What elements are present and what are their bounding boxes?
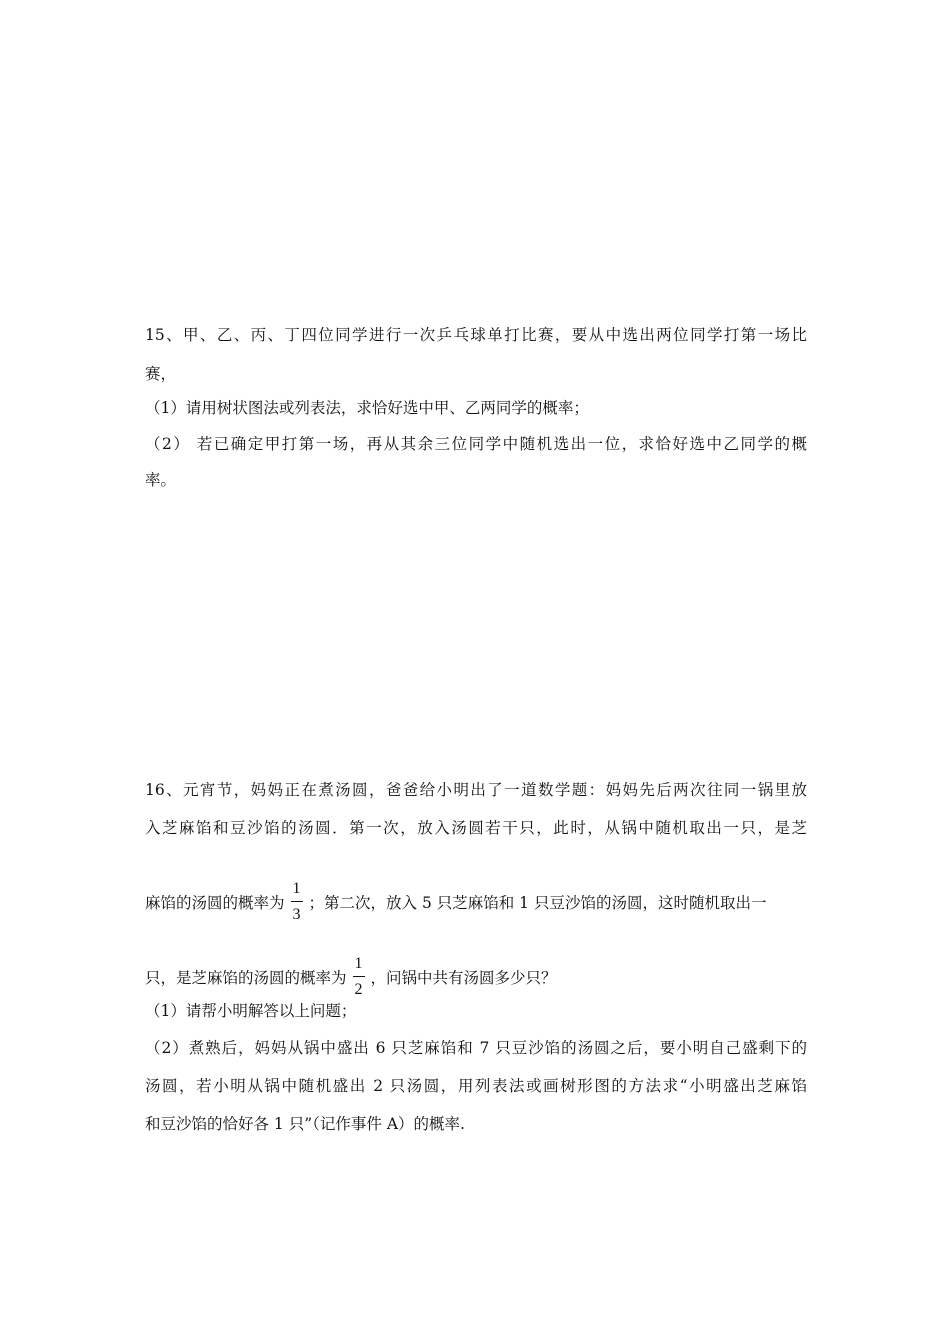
fraction-denominator: 2 (354, 981, 363, 998)
q16-line-4-text-after: ，问锅中共有汤圆多少只？ (370, 969, 557, 987)
q16-stem-line-4 (145, 956, 807, 1002)
q16-stem-line-2: 入芝麻馅和豆沙馅的汤圆．第一次，放入汤圆若干只，此时，从锅中随机取出一只，是芝 (145, 819, 807, 837)
fraction-one-third (291, 879, 303, 925)
q16-part-2-line-1: （2）煮熟后，妈妈从锅中盛出 6 只芝麻馅和 7 只豆沙馅的汤圆之后，要小明自己盛剩下的 (145, 1039, 807, 1057)
q16-part-1: （1）请帮小明解答以上问题； (145, 1002, 357, 1020)
q15-part-2-line-1: （2） 若已确定甲打第一场，再从其余三位同学中随机选出一位，求恰好选中乙同学的概 (145, 435, 807, 453)
q16-line-3-text-before: 麻馅的汤圆的概率为 (145, 894, 285, 912)
q16-line-4-text-before: 只，是芝麻馅的汤圆的概率为 (145, 969, 347, 987)
fraction-bar (353, 976, 365, 977)
q15-stem-line-1: 15、甲、乙、丙、丁四位同学进行一次乒乓球单打比赛，要从中选出两位同学打第一场比 (145, 326, 807, 344)
q16-stem-line-3 (145, 881, 807, 927)
q16-part-2-line-3: 和豆沙馅的恰好各 1 只”（记作事件 A）的概率. (145, 1115, 465, 1133)
q16-stem-line-1: 16、元宵节，妈妈正在煮汤圆，爸爸给小明出了一道数学题：妈妈先后两次往同一锅里放 (145, 781, 807, 799)
q15-stem-line-2: 赛， (145, 365, 177, 383)
fraction-numerator: 1 (354, 955, 363, 972)
fraction-denominator: 3 (292, 906, 301, 923)
q15-part-2-line-2: 率。 (145, 471, 177, 489)
fraction-numerator: 1 (292, 880, 301, 897)
fraction-bar (291, 901, 303, 902)
q16-part-2-line-2: 汤圆，若小明从锅中随机盛出 2 只汤圆，用列表法或画树形图的方法求“小明盛出芝麻馅 (145, 1077, 807, 1095)
fraction-one-half (353, 954, 365, 1000)
q15-part-1: （1）请用树状图法或列表法，求恰好选中甲、乙两同学的概率； (145, 399, 589, 417)
q16-line-3-text-after: ；第二次，放入 5 只芝麻馅和 1 只豆沙馅的汤圆，这时随机取出一 (308, 894, 767, 912)
